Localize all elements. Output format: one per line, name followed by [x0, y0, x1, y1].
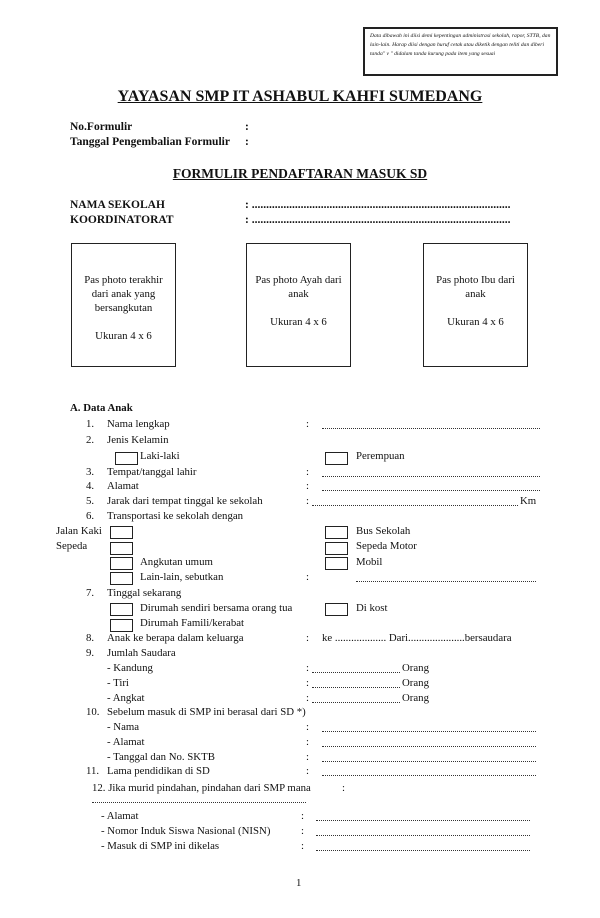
- item-number: 1.: [86, 418, 95, 430]
- nama-lengkap-label: Nama lengkap: [107, 418, 170, 430]
- sepeda-label: Sepeda: [56, 540, 88, 552]
- perempuan-label: Perempuan: [356, 450, 405, 462]
- alamat-smp-field[interactable]: [316, 820, 530, 821]
- colon: :: [245, 121, 249, 133]
- laki-laki-label: Laki-laki: [140, 450, 180, 462]
- km-unit: Km: [520, 495, 537, 507]
- lain-lain-label: Lain-lain, sebutkan: [140, 571, 224, 583]
- colon: :: [306, 662, 309, 674]
- perempuan-checkbox[interactable]: [325, 452, 348, 465]
- laki-laki-checkbox[interactable]: [115, 452, 138, 465]
- item-number: 5.: [86, 495, 95, 507]
- bus-label: Bus Sekolah: [356, 525, 411, 537]
- sktb-field[interactable]: [322, 761, 536, 762]
- no-formulir-label: No.Formulir: [70, 121, 133, 133]
- colon: :: [306, 692, 309, 704]
- asal-sd-label: Sebelum masuk di SMP ini berasal dari SD *): [107, 706, 306, 718]
- colon: :: [245, 136, 249, 148]
- item-number: 8.: [86, 632, 95, 644]
- kelas-label: - Masuk di SMP ini dikelas: [101, 840, 220, 852]
- colon: :: [301, 810, 304, 822]
- colon: :: [306, 677, 309, 689]
- colon: :: [306, 495, 309, 507]
- colon: :: [306, 480, 309, 492]
- ortu-checkbox[interactable]: [110, 603, 133, 616]
- jenis-kelamin-label: Jenis Kelamin: [107, 434, 169, 446]
- nama-sekolah-field[interactable]: : ..........................................................................................: [245, 199, 511, 211]
- mobil-label: Mobil: [356, 556, 383, 568]
- tiri-label: - Tiri: [107, 677, 129, 689]
- ortu-label: Dirumah sendiri bersama orang tua: [140, 602, 293, 614]
- lain-lain-field[interactable]: [356, 581, 536, 582]
- koordinator-label: KOORDINATORAT: [70, 214, 174, 226]
- kelas-field[interactable]: [316, 850, 530, 851]
- jalan-kaki-label: Jalan Kaki: [56, 525, 102, 537]
- alamat-smp-label: - Alamat: [101, 810, 139, 822]
- kandung-field[interactable]: [312, 672, 400, 673]
- alamat-sd-field[interactable]: [322, 746, 536, 747]
- kandung-label: - Kandung: [107, 662, 153, 674]
- lain-lain-checkbox[interactable]: [110, 572, 133, 585]
- colon: :: [306, 632, 309, 644]
- mobil-checkbox[interactable]: [325, 557, 348, 570]
- photo-box-father: Pas photo Ayah dari anak Ukuran 4 x 6: [246, 243, 351, 367]
- foundation-title: YAYASAN SMP IT ASHABUL KAHFI SUMEDANG: [117, 88, 483, 105]
- nama-sd-field[interactable]: [322, 731, 536, 732]
- kost-checkbox[interactable]: [325, 603, 348, 616]
- tempat-lahir-field[interactable]: [322, 476, 540, 477]
- colon: :: [306, 466, 309, 478]
- lama-pendidikan-field[interactable]: [322, 775, 536, 776]
- nisn-field[interactable]: [316, 835, 530, 836]
- orang-unit: Orang: [402, 692, 429, 704]
- colon: :: [306, 721, 309, 733]
- colon: :: [342, 782, 345, 794]
- angkat-label: - Angkat: [107, 692, 145, 704]
- item-number: 3.: [86, 466, 95, 478]
- tiri-field[interactable]: [312, 687, 400, 688]
- section-a-heading: A. Data Anak: [70, 402, 133, 414]
- alamat-field[interactable]: [322, 490, 540, 491]
- angkat-field[interactable]: [312, 702, 400, 703]
- item-number: 6.: [86, 510, 95, 522]
- nisn-label: - Nomor Induk Siswa Nasional (NISN): [101, 825, 271, 837]
- transportasi-label: Transportasi ke sekolah dengan: [107, 510, 244, 522]
- form-title: FORMULIR PENDAFTARAN MASUK SD: [172, 166, 428, 181]
- page-number: 1: [296, 877, 302, 889]
- nama-sd-label: - Nama: [107, 721, 140, 733]
- item-number: 10.: [86, 706, 100, 718]
- colon: :: [306, 571, 309, 583]
- anak-ke-field[interactable]: ke ................... Dari.....................bersaudara: [322, 632, 512, 644]
- tempat-lahir-label: Tempat/tanggal lahir: [107, 466, 197, 478]
- anak-ke-label: Anak ke berapa dalam keluarga: [107, 632, 244, 644]
- motor-label: Sepeda Motor: [356, 540, 417, 552]
- nama-sekolah-label: NAMA SEKOLAH: [70, 199, 165, 211]
- tinggal-label: Tinggal sekarang: [107, 587, 182, 599]
- colon: :: [306, 418, 309, 430]
- photo-box-child: Pas photo terakhir dari anak yang bersangkutan Ukuran 4 x 6: [71, 243, 176, 367]
- jalan-kaki-checkbox[interactable]: [110, 526, 133, 539]
- instruction-note: Data dibawah ini diisi demi kepentingan administrasi sekolah, rapor, STTB, dan lain-lain. Harap diisi dengan huruf cetak atau diketik dengan teliti dan diberi tanda" v " didalam tanda kurung pada item yang sesuai: [363, 27, 558, 76]
- sktb-label: - Tanggal dan No. SKTB: [107, 751, 215, 763]
- sepeda-checkbox[interactable]: [110, 542, 133, 555]
- colon: :: [306, 751, 309, 763]
- tanggal-pengembalian-label: Tanggal Pengembalian Formulir: [70, 136, 230, 148]
- angkutan-label: Angkutan umum: [140, 556, 213, 568]
- orang-unit: Orang: [402, 662, 429, 674]
- pindahan-field[interactable]: [92, 802, 306, 803]
- item-number: 2.: [86, 434, 95, 446]
- lama-pendidikan-label: Lama pendidikan di SD: [107, 765, 210, 777]
- jumlah-saudara-label: Jumlah Saudara: [107, 647, 176, 659]
- colon: :: [301, 825, 304, 837]
- jarak-field[interactable]: [312, 505, 518, 506]
- alamat-sd-label: - Alamat: [107, 736, 145, 748]
- angkutan-checkbox[interactable]: [110, 557, 133, 570]
- item-number: 9.: [86, 647, 95, 659]
- item-number: 7.: [86, 587, 95, 599]
- bus-checkbox[interactable]: [325, 526, 348, 539]
- colon: :: [301, 840, 304, 852]
- famili-checkbox[interactable]: [110, 619, 133, 632]
- jarak-label: Jarak dari tempat tinggal ke sekolah: [107, 495, 263, 507]
- photo-box-mother: Pas photo Ibu dari anak Ukuran 4 x 6: [423, 243, 528, 367]
- motor-checkbox[interactable]: [325, 542, 348, 555]
- pindahan-label: 12. Jika murid pindahan, pindahan dari SMP mana: [92, 782, 311, 794]
- famili-label: Dirumah Famili/kerabat: [140, 617, 245, 629]
- alamat-label: Alamat: [107, 480, 139, 492]
- koordinator-field[interactable]: : ..........................................................................................: [245, 214, 511, 226]
- kost-label: Di kost: [356, 602, 388, 614]
- nama-lengkap-field[interactable]: [322, 428, 540, 429]
- orang-unit: Orang: [402, 677, 429, 689]
- item-number: 4.: [86, 480, 95, 492]
- colon: :: [306, 736, 309, 748]
- colon: :: [306, 765, 309, 777]
- item-number: 11.: [86, 765, 100, 777]
